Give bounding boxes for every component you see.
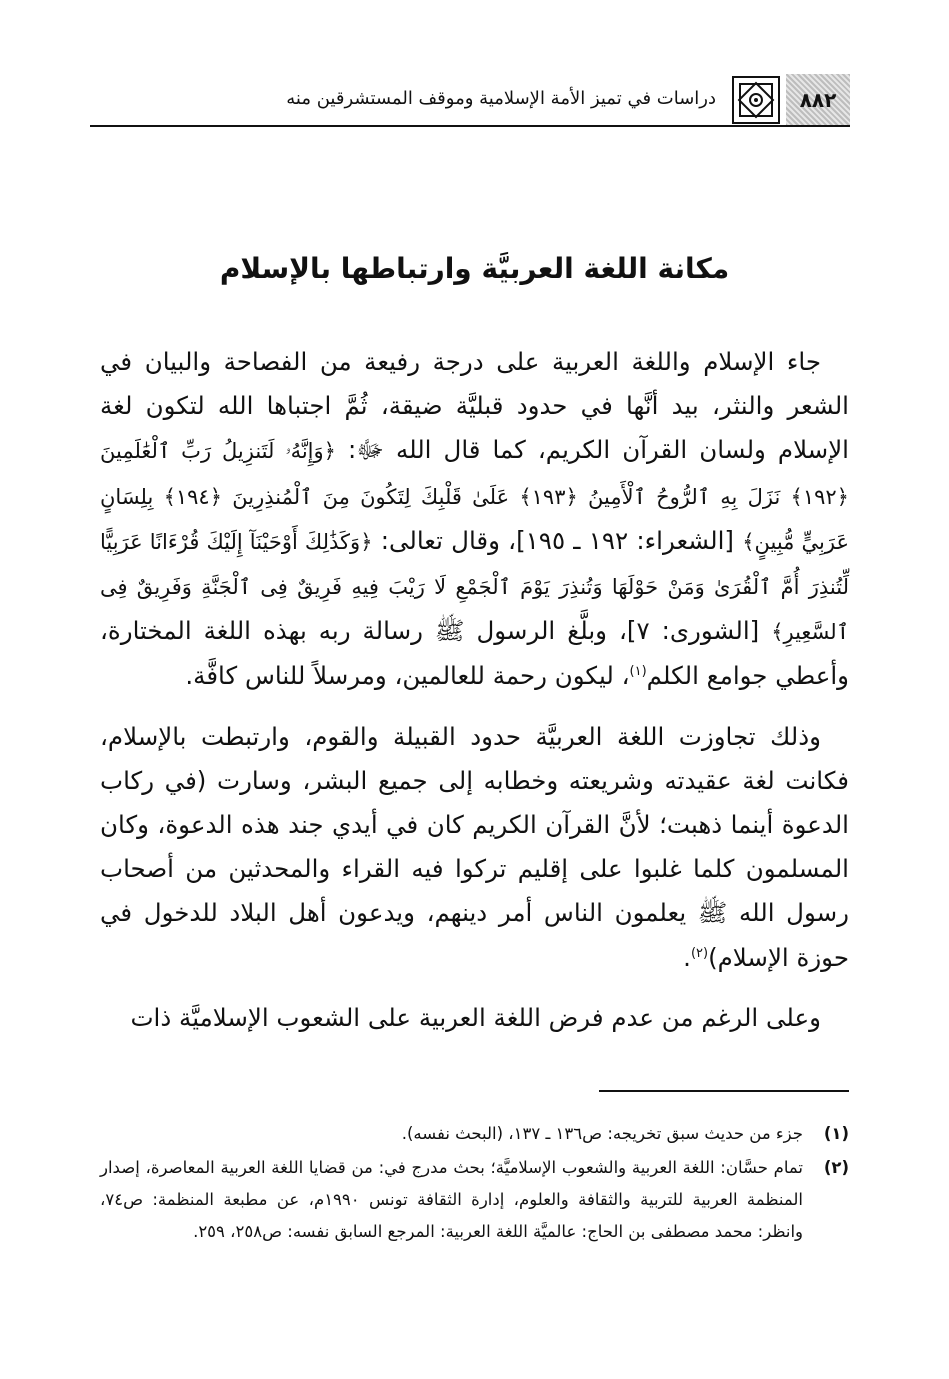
footnote-ref-1[interactable]: (١) — [629, 664, 647, 680]
footnotes — [100, 1118, 849, 1250]
footnote-ref-2[interactable]: (٢) — [690, 945, 709, 961]
footnote-item — [100, 1118, 849, 1150]
footnote-text: جزء من حديث سبق تخريجه: ص١٣٦ ـ ١٣٧، (البحث نفسه). — [401, 1124, 803, 1143]
page-header — [90, 74, 850, 134]
paragraph-3: وعلى الرغم من عدم فرض اللغة العربية على الشعوب الإسلاميَّة ذات — [130, 1002, 821, 1032]
running-title: دراسات في تميز الأمة الإسلامية وموقف المستشرقين منه — [286, 88, 716, 109]
footnote-separator — [599, 1090, 849, 1092]
geometric-ornament-icon — [732, 76, 780, 124]
footnote-item — [100, 1152, 849, 1248]
page-number — [786, 74, 850, 126]
footnote-number: (٢) — [823, 1158, 849, 1177]
footnote-text: تمام حسَّان: اللغة العربية والشعوب الإسلاميَّة؛ بحث مدرج في: من قضايا اللغة العربية المعاصرة، إصدار المنظمة العربية للتربية والثقافة والعلوم، إدارة الثقافة تونس ١٩٩٠م، عن مطبعة المنظمة: ص٧٤، وانظر: محمد مصطفى بن الحاج: عالميَّة اللغة العربية: المرجع السابق نفسه: ص٢٥٨، ٢٥٩. — [100, 1158, 803, 1241]
page-number-text: ٨٨٢ — [799, 88, 837, 112]
footnote-number: (١) — [823, 1124, 849, 1143]
paragraph-2: وذلك تجاوزت اللغة العربيَّة حدود القبيلة والقوم، وارتبطت بالإسلام، فكانت لغة عقيدته وشريعته وخطابه إلى جميع البشر، وسارت (في ركاب الدعوة أينما ذهبت؛ لأنَّ القرآن الكريم كان في أيدي جند هذه الدعوة، وكان المسلمون كلما غلبوا على إقليم تركوا فيه القراء والمحدثين من أصحاب رسول الله ﷺ يعلمون الناس أمر دينهم، ويدعون أهل البلاد للدخول في حوزة الإسلام)$^{(٢)}$. — [100, 721, 849, 972]
paragraph-1: جاء الإسلام واللغة العربية على درجة رفيعة من الفصاحة والبيان في الشعر والنثر، بيد أنَّها في حدود قبليَّة ضيقة، ثُمَّ اجتباها الله لتكون لغة الإسلام ولسان القرآن الكريم، كما قال الله ﷻ: ﴿وَإِنَّهُۥ لَتَنزِيلُ رَبِّ ٱلْعَٰلَمِينَ ﴿١٩٢﴾ نَزَلَ بِهِ ٱلرُّوحُ ٱلْأَمِينُ ﴿١٩٣﴾ عَلَىٰ قَلْبِكَ لِتَكُونَ مِنَ ٱلْمُنذِرِينَ ﴿١٩٤﴾ بِلِسَانٍ عَرَبِيٍّ مُّبِينٍ﴾ [الشعراء: ١٩٢ ـ ١٩٥]، وقال تعالى: ﴿وَكَذَٰلِكَ أَوْحَيْنَآ إِلَيْكَ قُرْءَانًا عَرَبِيًّا لِّتُنذِرَ أُمَّ ٱلْقُرَىٰ وَمَنْ حَوْلَهَا وَتُنذِرَ يَوْمَ ٱلْجَمْعِ لَا رَيْبَ فِيهِ فَرِيقٌ فِى ٱلْجَنَّةِ وَفَرِيقٌ فِى ٱلسَّعِيرِ﴾ [الشورى: ٧]، وبلَّغ الرسول ﷺ رسالة ربه بهذه اللغة المختارة، وأعطي جوامع الكلم$^{(١)}$، ليكون رحمة للعالمين، ومرسلاً للناس كافَّة. — [100, 347, 849, 691]
chapter-title: مكانة اللغة العربيَّة وارتباطها بالإسلام — [219, 252, 730, 285]
quran-quote: ﴿وَكَذَٰلِكَ أَوْحَيْنَآ إِلَيْكَ قُرْءَانًا عَرَبِيًّا لِّتُنذِرَ أُمَّ ٱلْقُرَىٰ وَمَنْ حَوْلَهَا وَتُنذِرَ يَوْمَ ٱلْجَمْعِ لَا رَيْبَ فِيهِ فَرِيقٌ فِى ٱلْجَنَّةِ وَفَرِيقٌ فِى ٱلسَّعِيرِ﴾ — [100, 529, 849, 645]
quran-quote: ﴿وَإِنَّهُۥ لَتَنزِيلُ رَبِّ ٱلْعَٰلَمِينَ ﴿١٩٢﴾ نَزَلَ بِهِ ٱلرُّوحُ ٱلْأَمِينُ ﴿١٩٣﴾ عَلَىٰ قَلْبِكَ لِتَكُونَ مِنَ ٱلْمُنذِرِينَ ﴿١٩٤﴾ بِلِسَانٍ عَرَبِيٍّ مُّبِينٍ﴾ — [100, 439, 849, 554]
body-text — [100, 340, 849, 1056]
header-rule — [90, 125, 850, 127]
